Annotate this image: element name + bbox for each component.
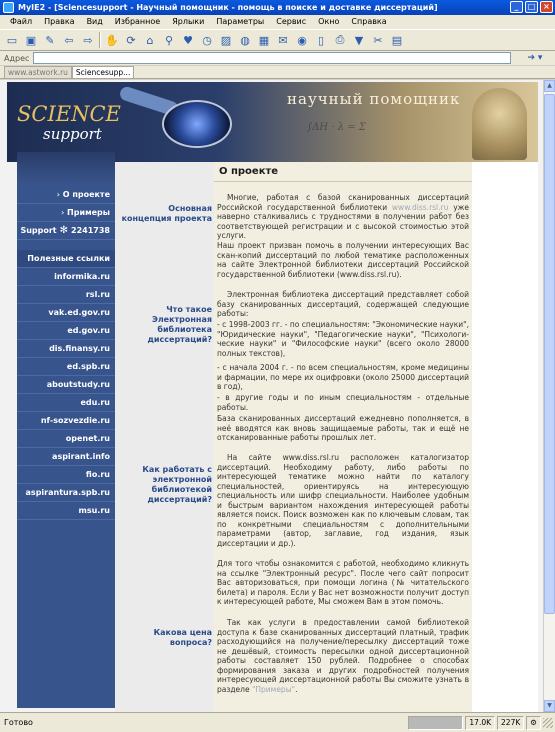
status-bar [0,712,555,732]
window-titlebar [0,0,555,15]
section-text: - в другие годы и по иным специальностям - отдельные работы. [217,393,469,412]
save-icon[interactable]: ▣ [25,33,37,47]
nav-link[interactable]: openet.ru [17,430,115,448]
title-divider [214,181,472,182]
home-icon[interactable]: ⌂ [146,33,154,47]
banner-formula-decoration: ∫ΔH · λ = Σ [307,122,366,133]
status-zone-blurred [408,716,463,730]
nav-about[interactable]: › О проекте [17,186,115,204]
menu-view[interactable]: Вид [86,17,103,26]
menu-help[interactable]: Справка [351,17,387,26]
filter-icon[interactable]: ▼ [354,33,364,47]
section-heading: Основная концепция проекта [121,204,212,223]
nav-examples[interactable]: › Примеры [17,204,115,222]
print-icon[interactable]: ⎙ [335,33,345,46]
image-icon[interactable]: ▨ [220,33,232,47]
nav-link[interactable]: aspirantura.spb.ru [17,484,115,502]
gear-icon: ✻ [59,225,69,236]
menu-file[interactable]: Файл [10,17,33,26]
site-banner [7,82,538,162]
grid-icon[interactable]: ▦ [258,33,270,47]
nav-link[interactable]: rsl.ru [17,286,115,304]
section-text: Электронная библиотека диссертаций представляет собой базу сканированных диссертаций, содержащей следующие работы: [217,290,469,318]
nav-link[interactable]: edu.ru [17,394,115,412]
globe-icon[interactable]: ◍ [240,33,250,47]
resize-grip[interactable] [543,718,553,728]
banner-tagline: научный помощник [287,90,461,108]
logo-science[interactable]: SCIENCE [17,102,121,126]
nav-link[interactable]: ed.spb.ru [17,358,115,376]
media-icon[interactable]: ◉ [297,33,307,47]
menu-options[interactable]: Параметры [216,17,265,26]
status-page-size: 17.0K [465,716,495,730]
history-icon[interactable]: ◷ [202,33,212,47]
section-text: Наш проект призван помочь в получении интересующих Вас скан-копий диссертаций по любой тематике расположенных на сайте Электронной библиотеки диссертаций Российской государственной библиотеки (www.diss.rsl.ru). [217,241,469,279]
tab-sciencesupport[interactable]: Sciencesupp... [72,66,134,78]
toolbar [0,29,555,51]
left-nav-header [17,152,115,184]
browser-app-icon [3,2,14,13]
nav-support-counter: Support ✻ 2241738 [17,222,115,240]
section-heading: Как работать с электронной библиотекой диссертаций? [142,465,212,504]
menu-favorites[interactable]: Избранное [114,17,161,26]
search-icon[interactable]: ⚲ [164,33,174,47]
close-button[interactable]: × [540,1,553,13]
tab-astwork[interactable]: www.astwork.ru [4,66,72,78]
address-input[interactable] [33,52,511,64]
nav-link[interactable]: vak.ed.gov.ru [17,304,115,322]
right-margin [472,162,538,712]
nav-link[interactable]: informika.ru [17,268,115,286]
page-viewport [0,80,543,712]
menu-edit[interactable]: Правка [44,17,75,26]
address-label: Адрес [4,53,30,63]
menu-shortcuts[interactable]: Ярлыки [172,17,205,26]
section-text: Для того чтобы ознакомится с работой, необходимо кликнуть на ссылке "Электронный ресурс". После чего сайт попросит Вас авторизоваться, при помощи логина (№ читательского билета) и пароля. Если у Вас нет возможности получит доступ к интересующей работе, Мы сможем Вам в этом помочь. [217,559,469,606]
section-heading: Какова цена вопроса? [153,628,212,647]
section-text: Многие, работая с базой сканированных диссертаций Российской государственной библиотеки www.diss.rsl.ru уже наверно сталкивались с трудностями в получении работ без соответствующей регистрации и с высокой стоимостью этой услуги. [217,193,469,240]
forward-icon[interactable]: ⇨ [83,33,93,47]
status-text: Готово [4,718,33,727]
plugin-icon[interactable]: ✂ [373,33,383,47]
page-icon[interactable]: ▯ [317,33,325,47]
menu-tools[interactable]: Сервис [276,17,307,26]
menu-bar [0,15,555,29]
nav-link[interactable]: aboutstudy.ru [17,376,115,394]
section-text: - с 1998-2003 гг. - по специальностям: "Экономические науки", "Юридические науки", "Педагогические науки", "Психологи-ческие науки" и "Философские науки" (всего около 28000 полных текстов), [217,320,469,358]
mail-icon[interactable]: ✉ [278,33,288,47]
section-text: - с начала 2004 г. - по всем специальностям, кроме медицины и фармации, по мере их оцифровки (около 25000 диссертаций в год), [217,363,469,391]
scroll-down-icon[interactable]: ▼ [544,700,555,712]
refresh-icon[interactable]: ⟳ [126,33,136,47]
go-icon[interactable]: ➔ ▾ [527,53,543,63]
section-heading: Что такое Электронная библиотека диссертаций? [147,305,212,344]
nav-link[interactable]: dis.finansy.ru [17,340,115,358]
diss-rsl-link[interactable]: www.diss.rsl.ru [391,202,449,212]
menu-window[interactable]: Окно [318,17,340,26]
nav-link[interactable]: fio.ru [17,466,115,484]
status-settings-icon[interactable]: ⚙ [526,716,541,730]
nav-link[interactable]: aspirant.info [17,448,115,466]
monitor-swirl-graphic [162,100,232,148]
edit-icon[interactable]: ✎ [45,33,55,47]
examples-link[interactable]: "Примеры" [251,684,296,694]
nav-link[interactable]: ed.gov.ru [17,322,115,340]
new-window-icon[interactable]: ▭ [6,33,18,47]
vitruvian-figure-graphic [472,88,527,160]
left-nav [17,183,115,708]
page-title: О проекте [219,166,279,177]
section-text: На сайте www.diss.rsl.ru расположен каталогизатор диссертаций. Необходиму работу, либо работы по интересующей тематике можно найти по каталогу специальностей, ориентируясь на интересующую специальность или шифр специальности. Наиболее удобным и быстрым вариантом нахождения интересующей работы является поиск. Поиск возможен как по ключевым словам, так по конкретными специальностям с дополнительными параметрами (автор, заглавие, год издания, язык диссертации и др.). [217,453,469,548]
logo-support[interactable]: support [43,125,102,143]
windows-icon[interactable]: ▤ [391,33,403,47]
nav-link[interactable]: nf-sozvezdie.ru [17,412,115,430]
back-icon[interactable]: ⇦ [64,33,74,47]
maximize-button[interactable]: □ [525,1,538,13]
minimize-button[interactable]: _ [510,1,523,13]
scroll-thumb[interactable] [544,94,555,614]
tab-bar [0,66,555,79]
window-title: MyIE2 - [Sciencesupport - Научный помощник - помощь в поиске и доставке диссертаций] [18,3,438,12]
stop-icon[interactable]: ✋ [105,33,119,47]
nav-useful-links-head: Полезные ссылки [17,250,115,268]
scroll-up-icon[interactable]: ▲ [544,80,555,92]
section-text: Так как услуги в предоставлении самой библиотекой доступа к базе сканированных диссертаций платный, трафик расходующийся на получение/пересылку диссертаций тоже не дешёвый, стоимость пересылки одной диссертационной работы составляет 150 рублей. Подробнее о способах формирования заказа и других подробностей получения интересующей диссертационной работы Вы сможите узнать в разделе "Примеры". [217,618,469,694]
status-speed: 227K [497,716,524,730]
nav-link[interactable]: msu.ru [17,502,115,520]
vertical-scrollbar[interactable] [543,80,555,712]
toolbar-separator [99,32,101,48]
address-bar [0,51,555,65]
favorites-icon[interactable]: ♥ [183,33,193,47]
section-text: База сканированных диссертаций ежедневно пополняется, в неё вводятся как вновь защищаемые работы, так и ещё не отсканированные работы прошлых лет. [217,414,469,442]
